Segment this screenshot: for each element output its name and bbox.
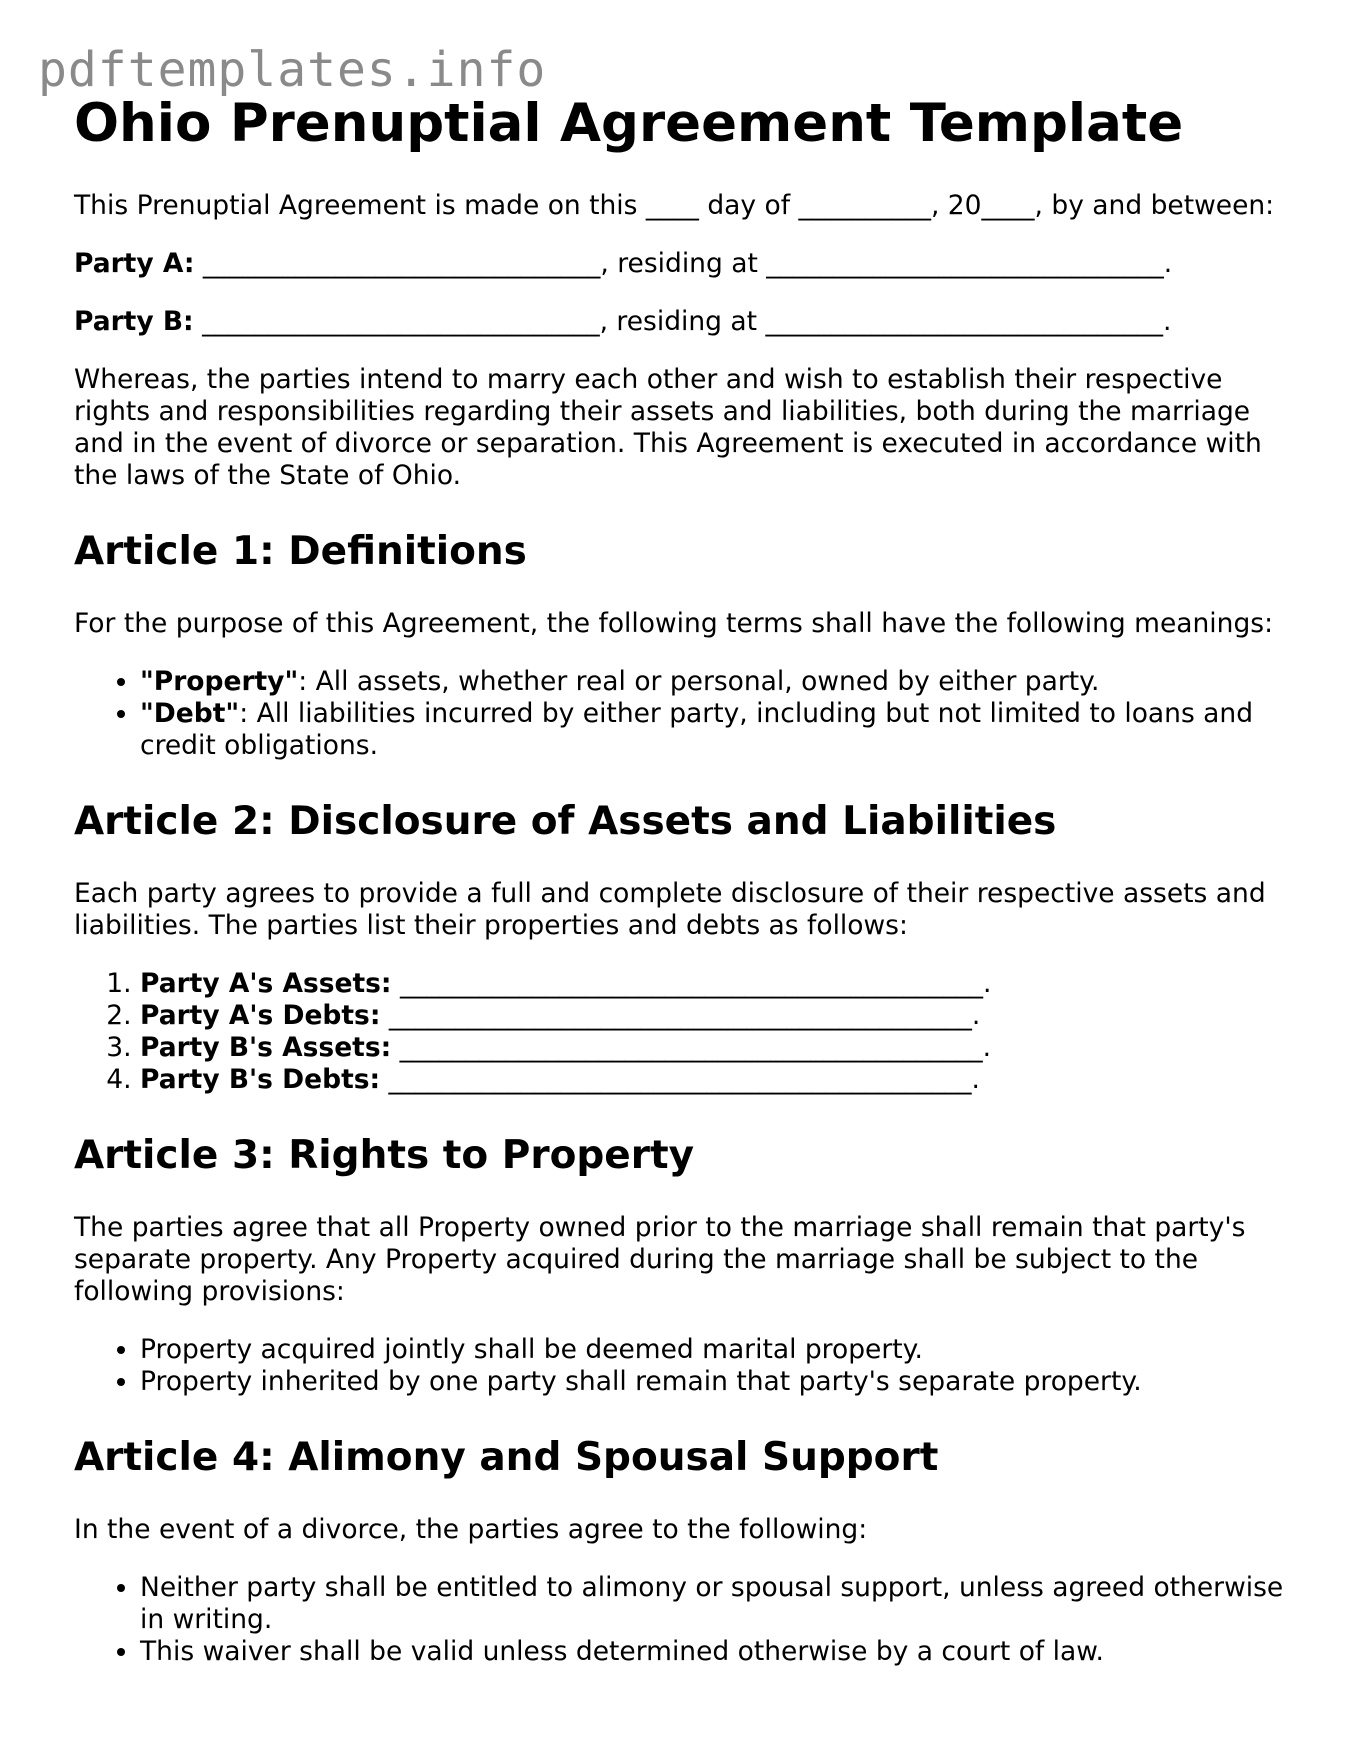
intro-paragraph: This Prenuptial Agreement is made on this ____ day of __________, 20____, by and between: [74, 190, 1275, 221]
list-item [140, 968, 1289, 1000]
disclosure-list [74, 968, 1289, 1096]
list-item: • Property acquired jointly shall be deemed marital property. [140, 1334, 1289, 1366]
article-1-heading: Article 1: Definitions [74, 529, 527, 574]
list-item [140, 1064, 1289, 1096]
party-a-label: Party A: [74, 248, 195, 279]
article-4-text: In the event of a divorce, the parties agree to the following: [74, 1514, 868, 1545]
article-3-heading: Article 3: Rights to Property [74, 1133, 695, 1178]
disclosure-blank: ____________________________________________. [380, 1064, 980, 1095]
definition-term: "Debt" [140, 698, 240, 729]
disclosure-label: Party B's Debts: [140, 1064, 381, 1095]
disclosure-blank: ____________________________________________. [391, 968, 992, 999]
disclosure-label: Party B's Assets: [140, 1032, 392, 1063]
document-page [74, 92, 1289, 1692]
whereas-paragraph: Whereas, the parties intend to marry each other and wish to establish their respective rights and responsibilities regarding their assets and liabilities, both during the marriage and in the event of divorce or separation. This Agreement is executed in accordance with the laws of the State of Ohio. [74, 364, 1262, 491]
list-item: • Property inherited by one party shall remain that party's separate property. [140, 1366, 1289, 1398]
definitions-list [74, 666, 1289, 762]
list-item [140, 698, 1289, 762]
watermark: pdftemplates.info [38, 42, 547, 98]
party-a-line [74, 248, 1289, 280]
party-b-line [74, 306, 1289, 338]
party-b-label: Party B: [74, 306, 194, 337]
definition-desc: : All assets, whether real or personal, owned by either party. [298, 666, 1100, 697]
document-title: Ohio Prenuptial Agreement Template [74, 93, 1184, 154]
disclosure-blank: ____________________________________________. [380, 1000, 981, 1031]
list-item: • Neither party shall be entitled to alimony or spousal support, unless agreed otherwise in writing. [140, 1572, 1289, 1636]
article-2-heading: Article 2: Disclosure of Assets and Liabilities [74, 799, 1057, 844]
article-2-text: Each party agrees to provide a full and complete disclosure of their respective assets and liabilities. The parties list their properties and debts as follows: [74, 878, 1266, 941]
list-item [140, 666, 1289, 698]
list-item: • This waiver shall be valid unless determined otherwise by a court of law. [140, 1636, 1289, 1668]
disclosure-label: Party A's Debts: [140, 1000, 381, 1031]
party-b-blank: ______________________________, residing at ______________________________. [193, 306, 1172, 337]
property-list [74, 1334, 1289, 1398]
article-1-text: For the purpose of this Agreement, the following terms shall have the following meanings: [74, 608, 1273, 639]
party-a-blank: ______________________________, residing at ______________________________. [194, 248, 1173, 279]
article-4-heading: Article 4: Alimony and Spousal Support [74, 1435, 939, 1480]
disclosure-label: Party A's Assets: [140, 968, 392, 999]
list-item [140, 1000, 1289, 1032]
article-3-text: The parties agree that all Property owned prior to the marriage shall remain that party's separate property. Any Property acquired during the marriage shall be subject to the following provisions: [74, 1212, 1246, 1307]
definition-term: "Property" [140, 666, 299, 697]
alimony-list [74, 1572, 1289, 1668]
list-item [140, 1032, 1289, 1064]
definition-desc: : All liabilities incurred by either party, including but not limited to loans and credit obligations. [140, 698, 1254, 761]
disclosure-blank: ____________________________________________. [391, 1032, 992, 1063]
